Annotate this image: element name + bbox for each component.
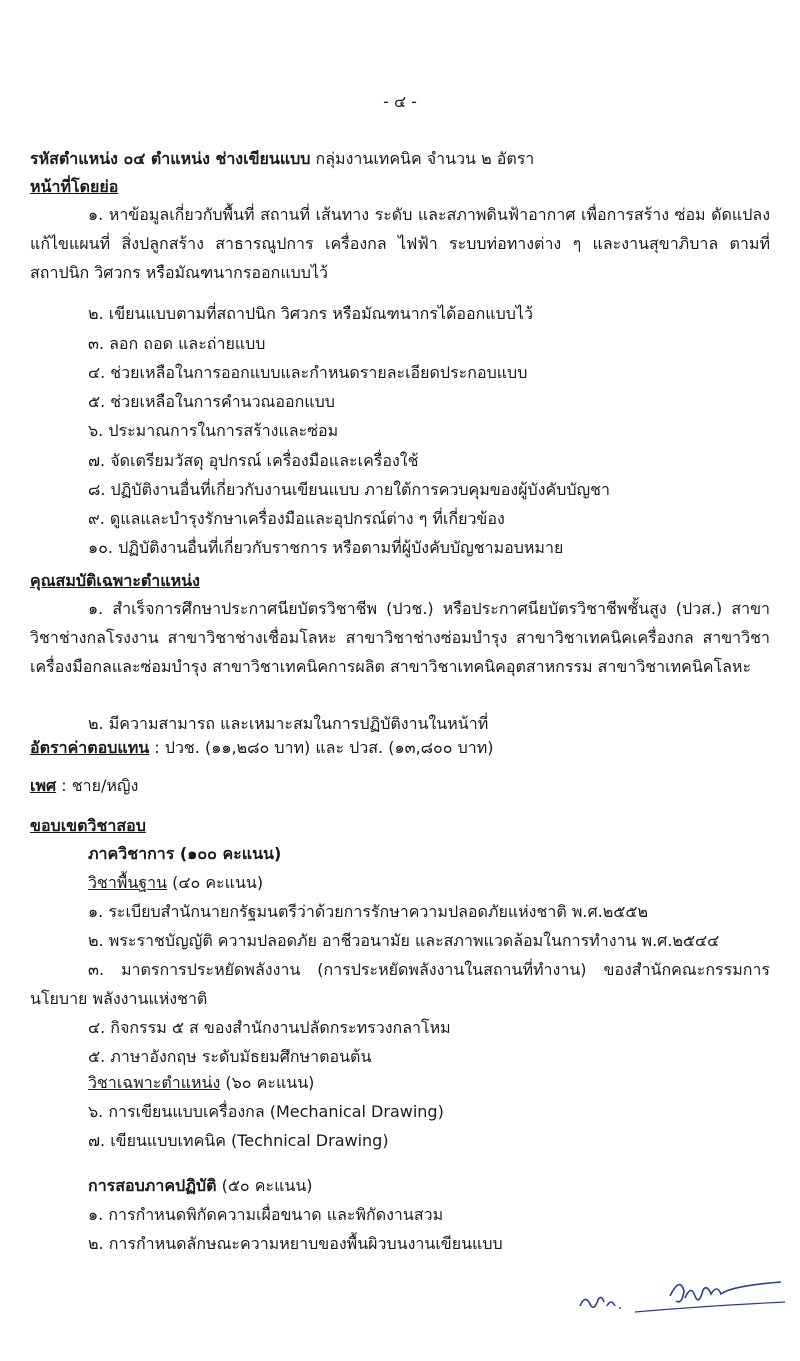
gender-label: เพศ [30,776,57,795]
basic-subject [88,868,770,897]
scope-title: ขอบเขตวิชาสอบ [30,816,146,835]
specific-points: (๖๐ คะแนน) [220,1073,315,1092]
specific-subject [88,1068,770,1097]
duty-item: ๕. ช่วยเหลือในการคำนวณออกแบบ [88,392,335,411]
qualification-item-2: ๒. มีความสามารถ และเหมาะสมในการปฏิบัติงานในหน้าที่ [88,714,489,733]
basic-item: ๑. ระเบียบสำนักนายกรัฐมนตรีว่าด้วยการรักษาความปลอดภัยแห่งชาติ พ.ศ.๒๕๕๒ [88,902,648,921]
basic-points: (๔๐ คะแนน) [167,873,264,892]
duty-item: ๒. เขียนแบบตามที่สถาปนิก วิศวกร หรือมัณฑนากรได้ออกแบบไว้ [88,304,533,323]
academic-title: ภาควิชาการ (๑๐๐ คะแนน) [88,844,282,863]
duty-item: ๓. ลอก ถอด และถ่ายแบบ [88,334,266,353]
basic-item: ๕. ภาษาอังกฤษ ระดับมัธยมศึกษาตอนต้น [88,1047,372,1066]
basic-item-3: ๓. มาตรการประหยัดพลังงาน (การประหยัดพลังงานในสถานที่ทำงาน) ของสำนักคณะกรรมการนโยบาย พลังงานแห่งชาติ [30,960,770,1008]
practical-item: ๑. การกำหนดพิกัดความเผื่อขนาด และพิกัดงานสวม [88,1205,444,1224]
practical-subject [88,1171,770,1200]
pay-value: : ปวช. (๑๑,๒๘๐ บาท) และ ปวส. (๑๓,๘๐๐ บาท) [149,738,494,757]
position-heading [30,144,770,173]
pay-label: อัตราค่าตอบแทน [30,738,150,757]
duty-item: ๙. ดูแลและบำรุงรักษาเครื่องมือและอุปกรณ์ต่าง ๆ ที่เกี่ยวข้อง [88,509,505,528]
pay-rate [30,733,770,762]
practical-label: การสอบภาคปฏิบัติ [88,1176,217,1195]
duty-item: ๗. จัดเตรียมวัสดุ อุปกรณ์ เครื่องมือและเครื่องใช้ [88,451,419,470]
qualifications-title: คุณสมบัติเฉพาะตำแหน่ง [30,571,200,590]
duty-item: ๖. ประมาณการในการสร้างและซ่อม [88,421,339,440]
specific-item: ๗. เขียนแบบเทคนิค (Technical Drawing) [88,1131,389,1150]
gender [30,771,770,800]
basic-item: ๒. พระราชบัญญัติ ความปลอดภัย อาชีวอนามัย และสภาพแวดล้อมในการทำงาน พ.ศ.๒๕๔๔ [88,931,720,950]
specific-label: วิชาเฉพาะตำแหน่ง [88,1073,221,1092]
basic-label: วิชาพื้นฐาน [88,873,168,892]
basic-item: ๔. กิจกรรม ๕ ส ของสำนักงานปลัดกระทรวงกลาโหม [88,1018,451,1037]
page-number: - ๔ - [383,92,417,111]
practical-item: ๒. การกำหนดลักษณะความหยาบของพื้นผิวบนงานเขียนแบบ [88,1234,503,1253]
heading-bold: รหัสตำแหน่ง ๐๔ ตำแหน่ง ช่างเขียนแบบ [30,149,311,168]
signature [575,1268,795,1322]
duties-title: หน้าที่โดยย่อ [30,177,119,196]
duty-item: ๑๐. ปฏิบัติงานอื่นที่เกี่ยวกับราชการ หรือตามที่ผู้บังคับบัญชามอบหมาย [88,538,564,557]
gender-value: : ชาย/หญิง [56,776,139,795]
heading-rest: กลุ่มงานเทคนิค จำนวน ๒ อัตรา [310,149,535,168]
specific-item: ๖. การเขียนแบบเครื่องกล (Mechanical Drawing) [88,1102,444,1121]
duty-item: ๔. ช่วยเหลือในการออกแบบและกำหนดรายละเอียดประกอบแบบ [88,363,528,382]
qualification-item-1: ๑. สำเร็จการศึกษาประกาศนียบัตรวิชาชีพ (ปวช.) หรือประกาศนียบัตรวิชาชีพชั้นสูง (ปวส.) สาขาวิชาช่างกลโรงงาน สาขาวิชาช่างเชื่อมโลหะ สาขาวิชาช่างซ่อมบำรุง สาขาวิชาเทคนิคเครื่องกล สาขาวิชาเครื่องมือกลและซ่อมบำรุง สาขาวิชาเทคนิคการผลิต สาขาวิชาเทคนิคอุตสาหกรรม สาขาวิชาเทคนิคโลหะ [30,599,770,676]
signature-scribble-icon [575,1268,795,1318]
duty-item: ๘. ปฏิบัติงานอื่นที่เกี่ยวกับงานเขียนแบบ ภายใต้การควบคุมของผู้บังคับบัญชา [88,480,610,499]
duty-item-1: ๑. หาข้อมูลเกี่ยวกับพื้นที่ สถานที่ เส้นทาง ระดับ และสภาพดินฟ้าอากาศ เพื่อการสร้าง ซ่อม ดัดแปลง แก้ไขแผนที่ สิ่งปลูกสร้าง สาธารณูปการ เครื่องกล ไฟฟ้า ระบบท่อทางต่าง ๆ และงานสุขาภิบาล ตามที่สถาปนิก วิศวกร หรือมัณฑนากรออกแบบไว้ [30,205,770,282]
practical-points: (๕๐ คะแนน) [216,1176,313,1195]
